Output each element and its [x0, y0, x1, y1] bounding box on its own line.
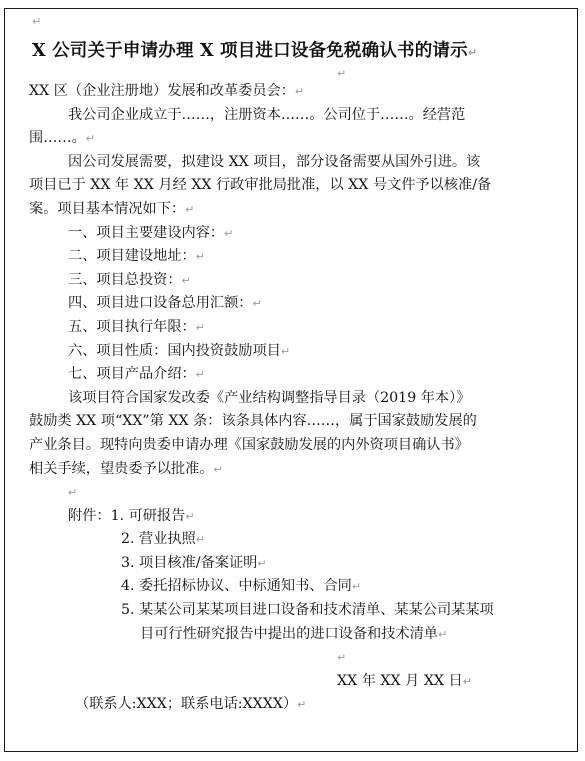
paragraph-mark: ↵: [337, 67, 347, 80]
empty-paragraph: [32, 646, 578, 670]
paragraph-mark: ↵: [195, 368, 205, 382]
paragraph-line: 因公司发展需要，拟建设 XX 项目，部分设备需要从国外引进。该: [68, 153, 481, 170]
paragraph-mark: ↵: [68, 486, 78, 500]
paragraph-mark: ↵: [85, 132, 95, 146]
attachment-item-continuation: 目可行性研究报告中提出的进口设备和技术清单↵: [140, 625, 448, 642]
paragraph-line: 项目已于 XX 年 XX 月经 XX 行政审批局批准，以 XX 号文件予以核准/备: [29, 177, 492, 194]
paragraph-line: 围……。↵: [29, 130, 95, 147]
attachment-item: 1. 可研报告: [110, 507, 186, 524]
contact-text: （联系人:XXX；联系电话:XXXX）: [75, 696, 298, 713]
paragraph-mark: ↵: [195, 320, 205, 334]
attachment-row: [32, 505, 578, 529]
paragraph-mark: ↵: [337, 651, 347, 665]
paragraph-line: 鼓励类 XX 项“XX”第 XX 条：该条具体内容……，属于国家鼓励发展的: [29, 413, 477, 430]
contact-line: [32, 693, 578, 717]
paragraph-mark: ↵: [297, 698, 307, 712]
paragraph-line: 该项目符合国家发改委《产业结构调整指导目录（2019 年本）》: [68, 389, 471, 406]
paragraph-mark: ↵: [437, 627, 448, 641]
attachment-label: 附件：: [68, 507, 111, 524]
attachment-item: 3. 项目核准/备案证明↵: [121, 554, 267, 571]
title-text: X 公司关于申请办理 X 项目进口设备免税确认书的请示: [32, 41, 468, 61]
empty-paragraph: [32, 481, 578, 505]
paragraph-mark: ↵: [224, 226, 234, 240]
empty-paragraph: [32, 14, 578, 28]
document-body: [29, 14, 578, 717]
paragraph-mark: ↵: [351, 580, 362, 594]
addressee-text: XX 区（企业注册地）发展和改革委员会：: [29, 83, 295, 99]
paragraph-mark: ↵: [252, 297, 262, 311]
addressee-line: [29, 80, 578, 104]
paragraph-mark: ↵: [181, 273, 191, 287]
paragraph-mark: ↵: [467, 46, 478, 59]
paragraph-mark: ↵: [294, 85, 305, 98]
paragraph-mark: ↵: [462, 674, 472, 688]
list-item: 三、项目总投资：↵: [68, 271, 191, 288]
paragraph-mark: ↵: [195, 533, 206, 547]
paragraph-mark: ↵: [32, 15, 42, 28]
list-item: 五、项目执行年限：↵: [68, 318, 205, 335]
paragraph-line: 产业条目。现特向贵委申请办理《国家鼓励发展的内外资项目确认书》: [29, 436, 469, 453]
date-line: [32, 670, 578, 694]
paragraph-line: 案。项目基本情况如下：↵: [29, 200, 195, 217]
list-item: 一、项目主要建设内容：↵: [68, 224, 234, 241]
date-text: XX 年 XX 月 XX 日: [337, 672, 463, 689]
document-title: [32, 38, 578, 66]
attachment-item: 4. 委托招标协议、中标通知书、合同↵: [121, 578, 362, 595]
paragraph-line: 我公司企业成立于……，注册资本……。公司位于……。经营范: [68, 106, 466, 123]
paragraph-line: 相关手续，望贵委予以批准。↵: [29, 460, 223, 477]
list-item: 六、项目性质：国内投资鼓励项目↵: [68, 342, 291, 359]
list-item: 四、项目进口设备总用汇额：↵: [68, 295, 262, 312]
attachment-item: 2. 营业执照↵: [121, 531, 206, 548]
paragraph-mark: ↵: [185, 202, 195, 216]
paragraph-mark: ↵: [213, 462, 223, 476]
paragraph-mark: ↵: [280, 344, 291, 358]
empty-paragraph: [32, 66, 578, 80]
paragraph-mark: ↵: [257, 556, 267, 570]
paragraph-mark: ↵: [185, 509, 195, 523]
attachment-item: 5. 某某公司某某项目进口设备和技术清单、某某公司某某项: [121, 602, 494, 619]
list-item: 七、项目产品介绍：↵: [68, 366, 205, 383]
paragraph-mark: ↵: [195, 250, 205, 264]
list-item: 二、项目建设地址：↵: [68, 248, 205, 265]
